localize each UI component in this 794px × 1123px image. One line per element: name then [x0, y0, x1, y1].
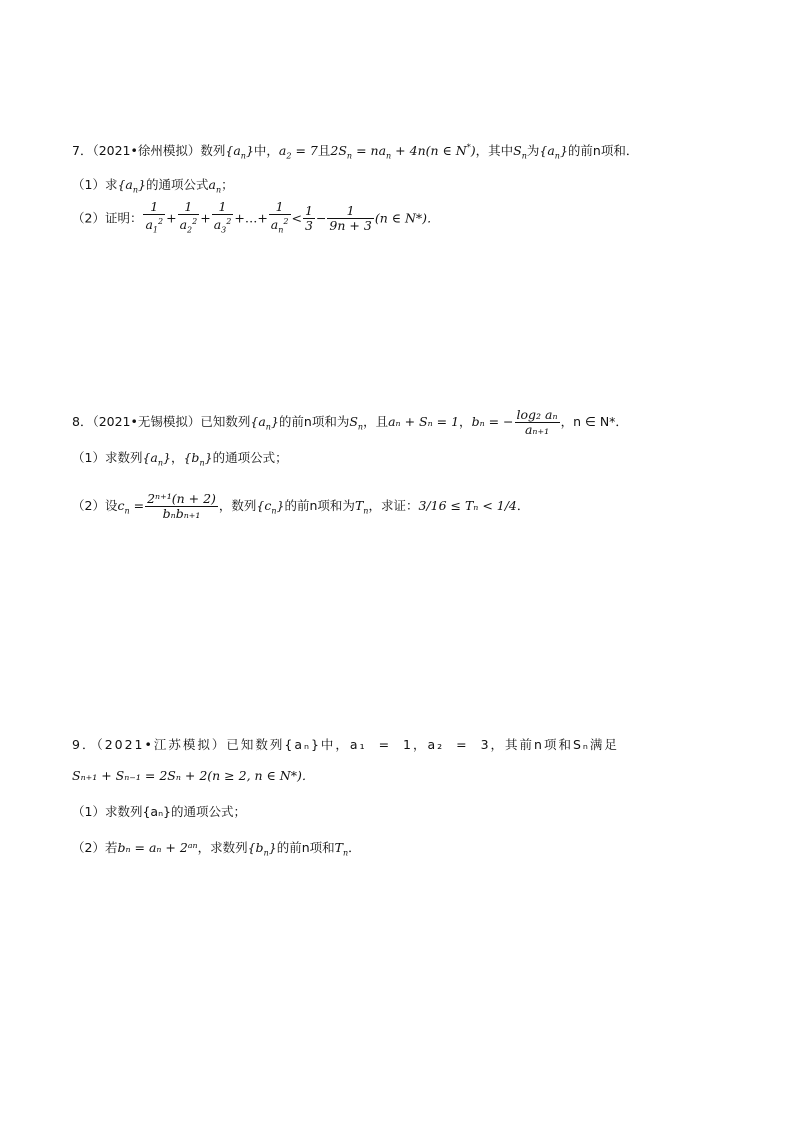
frac-1-a2: $\frac{1}{a_2^2}$	[178, 200, 200, 238]
q9-part-2: （2）若bₙ = aₙ + 2ᵃⁿ，求数列$\{b_n\}$的前n项和$T_n$．	[72, 840, 361, 858]
q7-given-1: $a_2 = 7$	[278, 143, 318, 161]
q9-part-1: （1）求数列{aₙ}的通项公式；	[72, 804, 246, 819]
q8-stem: 8．（2021•无锡模拟）已知数列$\{a_n\}$的前n项和为$S_n$，且aₙ + Sₙ = 1，bₙ = − $\frac{\text{log₂ aₙ}}{\text{aₙ₊₁}}$ ，n ∈ N*．	[72, 407, 628, 437]
frac-1-a3: $\frac{1}{a_3^2}$	[212, 200, 234, 238]
q8-inequality: 3/16 ≤ Tₙ < 1/4	[418, 498, 517, 513]
q8-bn-fraction: $\frac{\text{log₂ aₙ}}{\text{aₙ₊₁}}$	[516, 407, 558, 437]
frac-1-a1: $\frac{1}{a_1^2}$	[143, 200, 165, 238]
frac-1-9n3: $\frac{1}{9n + 3}$	[329, 203, 372, 234]
q7-part-2: （2）证明： $\frac{1}{a_1^2}$ + $\frac{1}{a_2^2}$ + $\frac{1}{a_3^2}$ +…+ $\frac{1}{a_n^2}$ < $\frac{1}{3}$ − $\frac{1}{9n + 3}$ (n ∈ N*)．	[72, 200, 440, 238]
q7-part-1: （1）求$\{a_n\}$的通项公式$a_n$；	[72, 177, 234, 195]
q7-stem: 7．（2021•徐州模拟）数列$\{a_n\}$中，$a_2 = 7$且$2S_n = na_n + 4n(n$ ∈ N*)，其中$S_n$为$\{a_n\}$的前n项和．	[72, 143, 639, 161]
q9-condition: Sₙ₊₁ + Sₙ₋₁ = 2Sₙ + 2(n ≥ 2, n ∈ N*)．	[72, 768, 315, 783]
q9-stem: 9．（2021•江苏模拟）已知数列{aₙ}中，a₁ = 1，a₂ = 3，其前n项和Sₙ满足	[72, 737, 619, 752]
frac-1-an: $\frac{1}{a_n^2}$	[269, 200, 291, 238]
q8-part-2: （2）设$c_n$ = $\frac{\text{2ⁿ⁺¹(n + 2)}}{\text{bₙbₙ₊₁}}$ ，数列$\{c_n\}$的前n项和为$T_n$，求证：3/16 ≤ Tₙ < 1/4．	[72, 491, 530, 521]
q8-part-1: （1）求数列$\{a_n\}$，$\{b_n\}$的通项公式；	[72, 450, 288, 468]
q7-given-2: $2S_n = na_n + 4n(n$ ∈ N*)	[330, 143, 476, 161]
q8-cn-fraction: $\frac{\text{2ⁿ⁺¹(n + 2)}}{\text{bₙbₙ₊₁}}$	[147, 491, 216, 521]
frac-1-3: $\frac{1}{3}$	[304, 203, 313, 234]
